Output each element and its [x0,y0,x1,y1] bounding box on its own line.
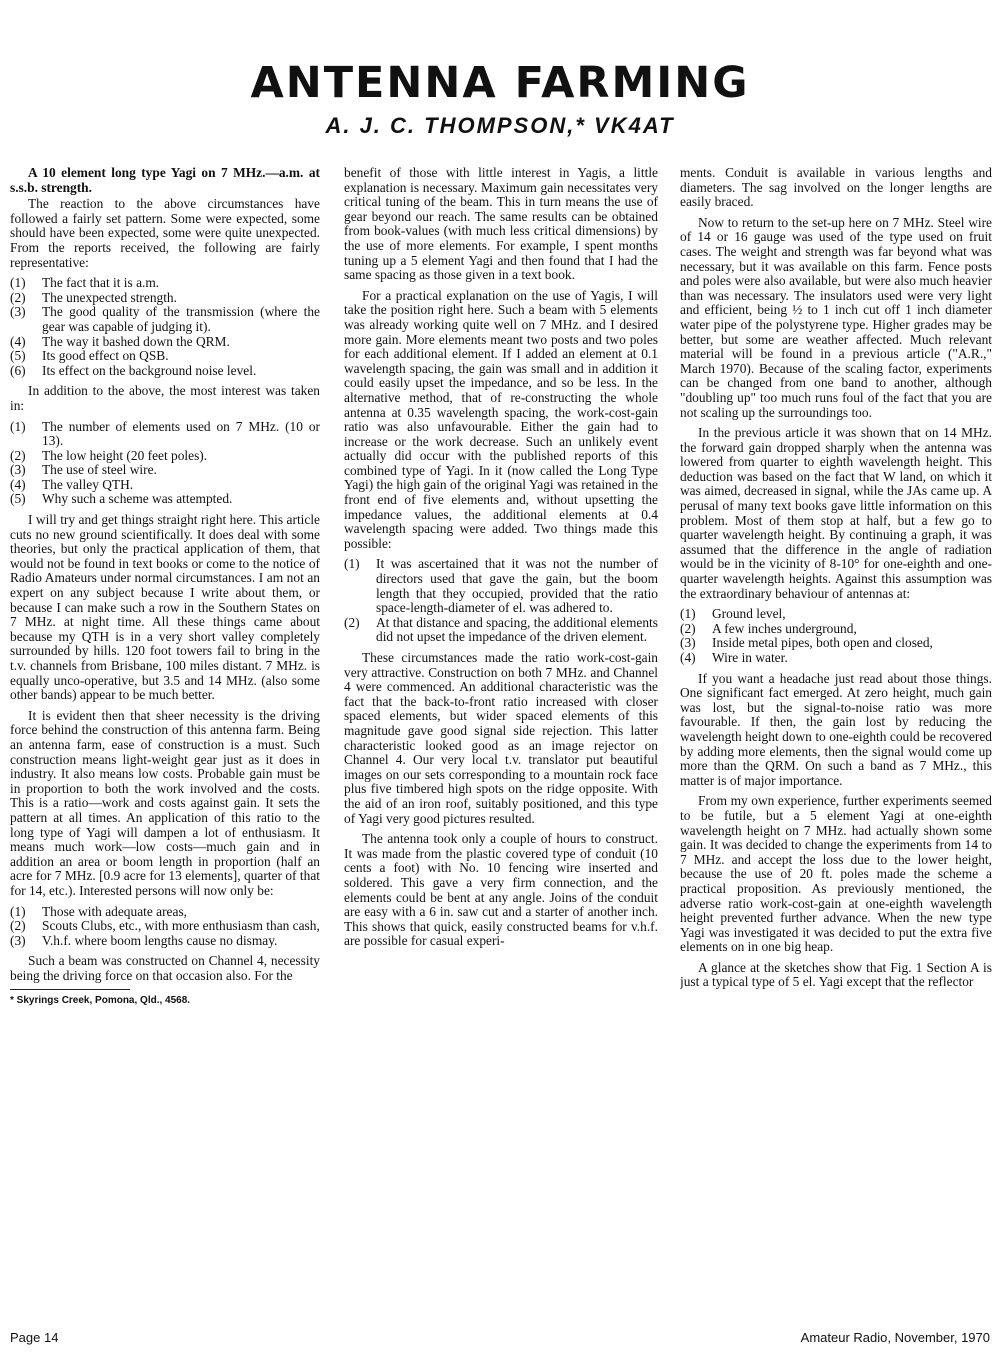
numbered-list [344,557,658,645]
paragraph: A glance at the sketches show that Fig. 1 Section A is just a typical type of 5 el. Yagi except that the reflector [680,959,992,990]
list-text: Why such a scheme was attempted. [42,491,233,507]
paragraph: In addition to the above, the most interest was taken in: [10,383,320,413]
list-text: Inside metal pipes, both open and closed, [712,635,933,651]
list-item [10,449,320,464]
numbered-list [10,276,320,378]
list-number: (2) [10,289,26,305]
list-text: The fact that it is a.m. [42,275,160,291]
paragraph: In the previous article it was shown that on 14 MHz. the forward gain dropped sharply when the antenna was lowered from quarter to eighth wavelength height. This deduction was based on the fact that W land, on which it was aimed, decreased in signal, while the JAs came up. A perusal of many text books gave little information on this problem. Most of them stop at half, but a few go to quarter wavelength height. By continuing a graph, it was assumed that the difference in the angle of radiation would be in the vicinity of 8-10° for one-eighth and one-quarter wavelength heights. Against this assumption was the extraordinary behaviour of antennas at: [680,425,992,601]
list-number: (5) [10,491,26,507]
publication-footer: Amateur Radio, November, 1970 [800,1330,990,1345]
list-text: Those with adequate areas, [42,903,188,919]
list-number: (1) [680,606,696,622]
numbered-list [10,905,320,949]
list-text: It was ascertained that it was not the number of directors used that gave the gain, but the boom length that they occupied, provided that the ratio space-length-diameter of el. was adhered to. [376,556,658,616]
list-text: The way it bashed down the QRM. [42,333,230,349]
list-text: The number of elements used on 7 MHz. (10 or 13). [42,418,320,449]
list-number: (3) [10,932,26,948]
footnote: * Skyrings Creek, Pomona, Qld., 4568. [10,995,191,1007]
list-number: (2) [344,614,360,630]
list-text: The good quality of the transmission (where the gear was capable of judging it). [42,304,320,334]
list-number: (3) [10,462,26,478]
article-title: ANTENNA FARMING [250,58,750,108]
list-item [680,651,992,666]
list-item [10,420,320,449]
author-byline: A. J. C. THOMPSON,* VK4AT [325,113,675,138]
list-item [10,364,320,379]
list-text: Its effect on the background noise level. [42,362,257,378]
list-text: The low height (20 feet poles). [42,447,208,463]
column-2 [344,166,658,1314]
list-item [10,478,320,493]
column-3 [680,166,992,1314]
list-text: Scouts Clubs, etc., with more enthusiasm than cash, [42,918,320,934]
paragraph: For a practical explanation on the use of Yagis, I will take the position right here. Such a beam with 5 elements was already working quite well on 7 MHz. and I desired more gain. More elements meant two posts and two poles for each additional element. If I added an element at 0.1 wavelength spacing, the gain was small and in addition it could easily upset the impedance, and so be less. In the alternative method, that of re-constructing the whole antenna at 0.35 wavelength spacing, the work-cost-gain ratio was also unfavourable. Either the gain had to increase or the work decrease. Such an unlikely event actually did occur with the published reports of this combined type of Yagi. In it (now called the Long Type Yagi) the high gain of the original Yagi was retained in the front end of five elements and, without upsetting the impedance values, the additional elements at 0.4 wavelength spacing were added. Two things made this possible: [344,287,658,551]
paragraph: It is evident then that sheer necessity is the driving force behind the construction of this antenna farm. Being an antenna farm, ease of construction is a must. Such construction means light-weight gear just as it does in industry. It also means low costs. Probable gain must be in proportion to both the work involved and the costs. This is a ratio—work and costs against gain. It sets the pattern at all times. An application of this ratio to the long type of Yagi will dampen a lot of enthusiasm. It means much work—low costs—much gain and in addition an area or boom length in proportion (half an acre for 7 MHz. [0.9 acre for 13 elements], quarter of that for 14, etc.). Interested persons will now only be: [10,707,320,898]
list-text: The use of steel wire. [42,462,157,478]
list-number: (6) [10,362,26,378]
list-item [10,934,320,949]
list-item [10,349,320,364]
list-text: Ground level, [712,606,786,622]
list-number: (2) [10,447,26,463]
list-item [10,276,320,291]
list-text: Wire in water. [712,650,788,665]
list-number: (3) [10,304,26,320]
list-item [344,557,658,615]
list-number: (2) [10,918,26,934]
list-item [10,492,320,507]
list-number: (1) [10,903,26,919]
page-number: Page 14 [10,1330,59,1345]
list-text: The valley QTH. [42,476,134,492]
list-number: (4) [680,650,696,665]
list-text: Its good effect on QSB. [42,348,169,364]
list-number: (1) [344,556,360,572]
list-item [10,463,320,478]
list-item [344,616,658,645]
paragraph: The antenna took only a couple of hours to construct. It was made from the plastic covered type of conduit (10 cents a foot) with No. 10 fencing wire inserted and soldered. This gave a very firm connection, and the elements could be bent at any angle. Joins of the conduit are easy with a 6 in. saw cut and a starter of another inch. This shows that quick, easily constructed beams for v.h.f. are possible for casual experi- [344,831,658,949]
list-item [680,622,992,637]
list-item [10,335,320,350]
list-text: A few inches underground, [712,620,857,636]
list-text: V.h.f. where boom lengths cause no dismay. [42,932,278,948]
list-item [680,607,992,622]
paragraph: Such a beam was constructed on Channel 4, necessity being the driving force on that occasion also. For the [10,953,320,983]
paragraph: I will try and get things straight right here. This article cuts no new ground scientifically. It does deal with some theories, but only the practical application of them, that would not be found in text books or come to the notice of Radio Amateurs under normal circumstances. I am not an expert on any subject because I write about them, or because I can make such a row in the Southern States on 7 MHz. at night time. All these things came about because my QTH is in a very short valley completely surrounded by hills. 120 foot towers fail to bring in the t.v. channels from Brisbane, 100 miles distant. 7 MHz. is equally unco-operative, but 3.5 and 14 MHz. (also some other bands) appear to be much better. [10,512,320,703]
paragraph: If you want a headache just read about those things. One significant fact emerged. At zero height, much gain was lost, but the signal-to-noise ratio was more favourable. If then, the gain lost by reducing the wavelength height down to one-eighth could be recovered by adding more elements, then the signal would come up more than the QRM. On such a band as 7 MHz., this matter is of major importance. [680,670,992,788]
paragraph: From my own experience, further experiments seemed to be futile, but a 5 element Yagi at one-eighth wavelength height on 7 MHz. had actually shown some gain. It was decided to change the experiments from 14 to 7 MHz. and accept the loss due to the lower height, because the use of 20 ft. poles made the scheme a practical proposition. As previously mentioned, the adverse ratio work-cost-gain at one-eighth wavelength height prevented further advance. When the new type Yagi was investigated it was decided to put the extra five elements on in one big heap. [680,793,992,955]
list-item [10,905,320,920]
list-number: (1) [10,418,26,434]
list-item [680,636,992,651]
list-number: (4) [10,333,26,349]
paragraph: benefit of those with little interest in Yagis, a little explanation is necessary. Maximum gain necessitates very critical tuning of the beam. This in turn means the use of gear beyond our reach. The same results can be obtained from book-values (with much less critical dimensions) by the use of more elements. For example, I spent months tuning up a 5 element Yagi and then found that I had the same spacing as those given in a text book. [344,166,658,283]
list-number: (5) [10,348,26,364]
list-number: (1) [10,275,26,291]
list-number: (4) [10,476,26,492]
paragraph: Now to return to the set-up here on 7 MHz. Steel wire of 14 or 16 gauge was used of the type used on fruit cases. The weight and strength was far beyond what was necessary, but it was available on this farm. Fence posts and poles were also available, but were also much heavier than was necessary. The insulators used were very light and efficient, being ½ to 1 inch cut off 1 inch diameter water pipe of the polystyrene type. Higher grades may be better, but some are weather affected. Much relevant material will be found in a previous article ("A.R.," March 1970). Because of the scaling factor, experiments can be changed from one band to another, although "doubling up" too much runs foul of the fact that you are not scaling up the surroundings too. [680,214,992,420]
list-item [10,291,320,306]
paragraph: These circumstances made the ratio work-cost-gain very attractive. Construction on both 7 MHz. and Channel 4 were commenced. An additional characteristic was the fact that the back-to-front ratio increased with closer spaced elements, but wider spaced elements of this magnitude gave good signal side rejection. This latter characteristic looked good as an image rejector on Channel 4. Our very local t.v. translator put beautiful images on our sets corresponding to a mountain rock face plus five timbered high spots on the ridge opposite. With the aid of an iron roof, suitably positioned, and this type of Yagi very good pictures resulted. [344,650,658,826]
list-item [10,305,320,334]
list-text: At that distance and spacing, the additional elements did not upset the impedance of the driven element. [376,614,658,645]
list-item [10,919,320,934]
numbered-list [680,607,992,665]
list-number: (2) [680,620,696,636]
paragraph: The reaction to the above circumstances have followed a fairly set pattern. Some were expected, some should have been expected, some were quite unexpected. From the reports received, the following are fairly representative: [10,196,320,270]
column-1 [10,166,320,1314]
list-number: (3) [680,635,696,651]
list-text: The unexpected strength. [42,289,177,305]
numbered-list [10,420,320,508]
paragraph: ments. Conduit is available in various lengths and diameters. The sag involved on the longer lengths are easily braced. [680,166,992,210]
footnote-rule [10,989,130,990]
lead-paragraph: A 10 element long type Yagi on 7 MHz.—a.m. at s.s.b. strength. [10,166,320,195]
